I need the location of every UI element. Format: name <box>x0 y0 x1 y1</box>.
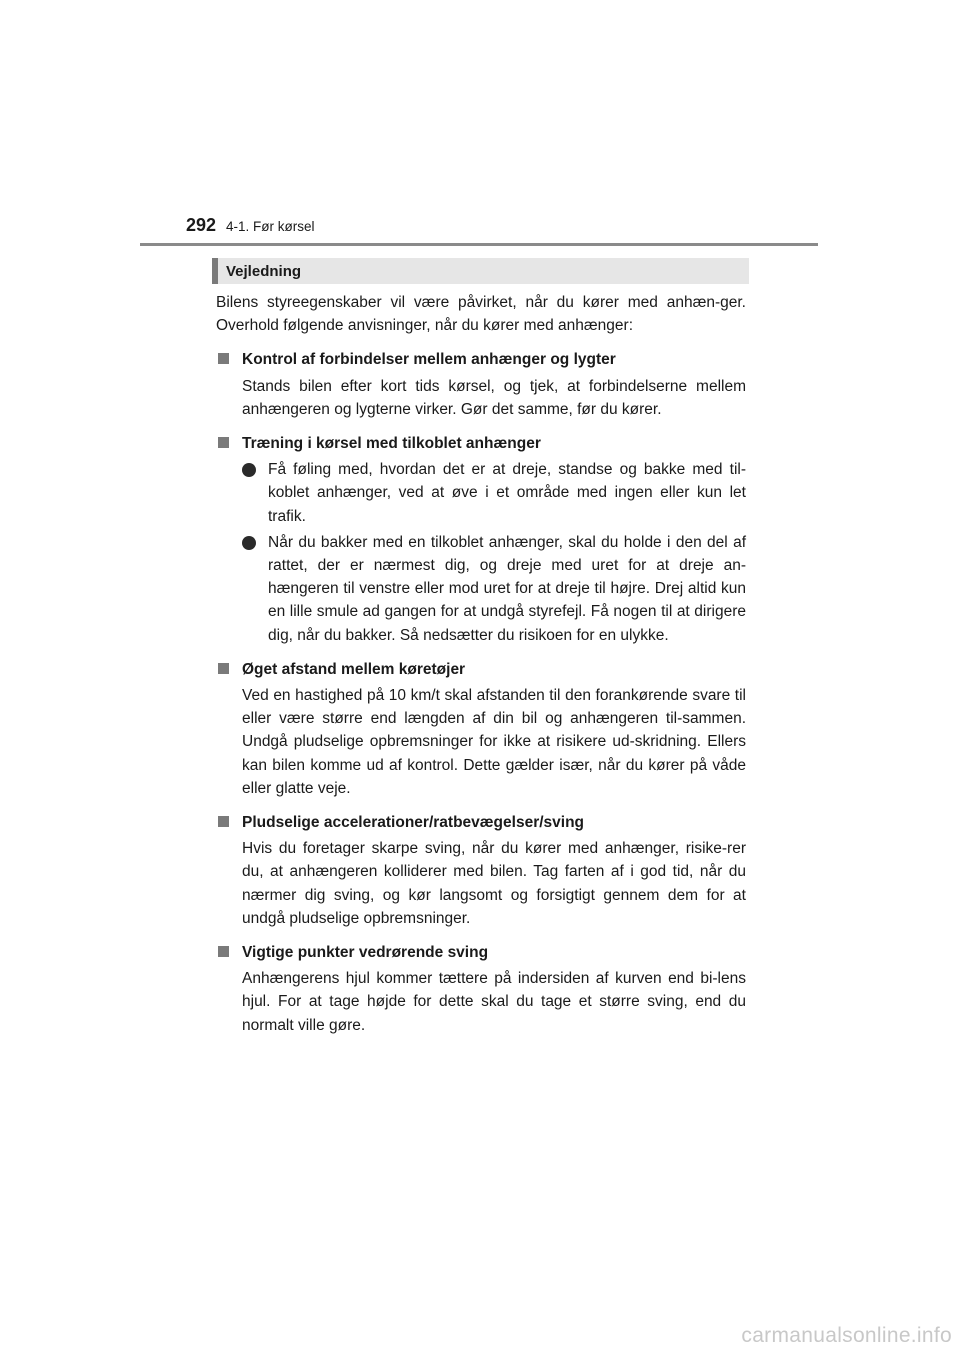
round-bullet-icon <box>242 536 256 550</box>
section-heading-text: Pludselige accelerationer/ratbevægelser/sving <box>242 814 585 832</box>
list-item-text: Når du bakker med en tilkoblet anhænger, skal du holde i den del af rattet, der er nærmest dig, og dreje med uret for at dreje an-hængeren til venstre eller mod uret for at dreje til højre. Drej altid kun en lille smule ad gangen for at undgå styrefejl. Få nogen til at dirigere dig, når du bakker. Så nedsætter du risikoen for en ulykke. <box>268 533 746 644</box>
section-heading <box>216 941 746 964</box>
guidance-title-bar <box>212 258 749 284</box>
section-heading-text: Vigtige punkter vedrørende sving <box>242 944 489 962</box>
section-text: Stands bilen efter kort tids kørsel, og tjek, at forbindelserne mellem anhængeren og lygterne virker. Gør det samme, før du kører. <box>242 377 746 418</box>
section-heading <box>216 348 746 371</box>
section-heading <box>216 432 746 455</box>
square-bullet-icon <box>218 437 229 448</box>
section-text: Ved en hastighed på 10 km/t skal afstanden til den forankørende svare til eller være større end længden af din bil og anhængeren til-sammen. Undgå pludselige opbremsninger for ikke at risikere ud-skridning. Ellers kan bilen komme ud af kontrol. Dette gælder især, når du kører på våde eller glatte veje. <box>242 687 746 797</box>
section-connections <box>216 348 746 421</box>
guidance-title: Vejledning <box>226 262 302 280</box>
square-bullet-icon <box>218 946 229 957</box>
square-bullet-icon <box>218 816 229 827</box>
section-distance <box>216 658 746 800</box>
section-heading-text: Kontrol af forbindelser mellem anhænger og lygter <box>242 351 616 369</box>
intro-paragraph: Bilens styreegenskaber vil være påvirket, når du kører med anhæn-ger. Overhold følgende anvisninger, når du kører med anhænger: <box>216 294 746 335</box>
section-text: Anhængerens hjul kommer tættere på indersiden af kurven end bi-lens hjul. For at tage højde for dette skal du tage et større sving, end du normalt ville gøre. <box>242 970 746 1034</box>
list-item <box>242 531 746 647</box>
list-item-text: Få føling med, hvordan det er at dreje, standse og bakke med til-koblet anhænger, ved at øve i et område med ingen eller kun let trafik. <box>268 461 746 525</box>
square-bullet-icon <box>218 353 229 364</box>
watermark: carmanualsonline.info <box>741 1324 952 1347</box>
section-heading-text: Øget afstand mellem køretøjer <box>242 660 466 678</box>
square-bullet-icon <box>218 663 229 674</box>
section-text: Hvis du foretager skarpe sving, når du kører med anhænger, risike-rer du, at anhængeren kolliderer med bilen. Tag farten af i god tid, når du nærmer dig sving, og kør langsomt og forsigtigt gennem dem for at undgå pludselige opbremsninger. <box>242 840 746 927</box>
header-divider <box>140 243 818 246</box>
bullet-list <box>216 458 746 647</box>
section-training <box>216 432 746 647</box>
section-title: 4-1. Før kørsel <box>226 219 315 234</box>
section-heading <box>216 811 746 834</box>
section-heading <box>216 658 746 681</box>
page-number: 292 <box>186 215 217 235</box>
page-header <box>186 215 315 245</box>
guidance-content <box>216 291 746 1048</box>
round-bullet-icon <box>242 463 256 477</box>
section-sudden-maneuvers <box>216 811 746 930</box>
list-item <box>242 458 746 528</box>
section-heading-text: Træning i kørsel med tilkoblet anhænger <box>242 435 541 453</box>
section-turning <box>216 941 746 1037</box>
